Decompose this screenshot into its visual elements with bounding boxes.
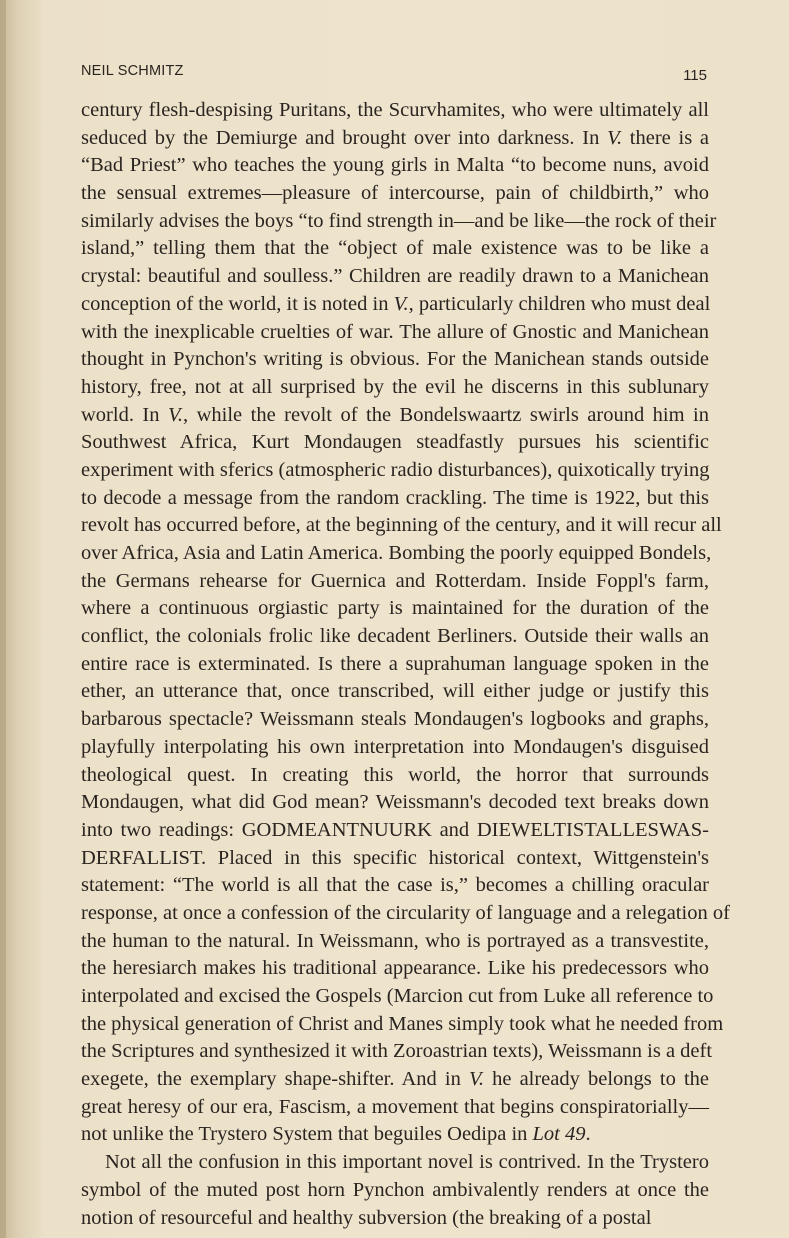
text-run: island,” telling them that the “object of male existence was to be like a <box>81 237 709 260</box>
italic-title: V. <box>167 403 183 426</box>
text-run: Southwest Africa, Kurt Mondaugen steadfastly pursues his scientific <box>81 431 709 454</box>
text-run: , while the revolt of the Bondelswaartz swirls around him in <box>183 403 709 426</box>
text-run: conflict, the colonials frolic like decadent Berliners. Outside their walls an <box>81 625 709 648</box>
text-line <box>81 125 709 153</box>
italic-title: Lot 49 <box>532 1123 586 1146</box>
italic-title: V. <box>468 1068 484 1091</box>
text-run: the sensual extremes—pleasure of intercourse, pain of childbirth,” who <box>81 182 709 205</box>
text-line <box>81 1177 709 1205</box>
text-line <box>81 346 709 374</box>
text-run: revolt has occurred before, at the beginning of the century, and it will recur all <box>81 514 722 537</box>
text-run: playfully interpolating his own interpretation into Mondaugen's disguised <box>81 735 709 758</box>
text-line <box>81 983 714 1011</box>
text-run: DERFALLIST. Placed in this specific historical context, Wittgenstein's <box>81 846 709 869</box>
text-line <box>81 706 709 734</box>
text-line <box>81 955 709 983</box>
text-run: over Africa, Asia and Latin America. Bombing the poorly equipped Bondels, <box>81 542 712 564</box>
text-run: not unlike the Trystero System that beguiles Oedipa in <box>81 1123 533 1146</box>
text-line <box>81 734 709 762</box>
body-text <box>81 97 730 1232</box>
text-line <box>81 374 709 402</box>
text-line <box>81 817 709 845</box>
text-line <box>81 872 709 900</box>
text-run: seduced by the Demiurge and brought over into darkness. In <box>81 126 608 149</box>
text-line <box>81 152 709 180</box>
text-run: where a continuous orgiastic party is maintained for the duration of the <box>81 597 709 620</box>
running-head-author: NEIL SCHMITZ <box>81 63 184 79</box>
text-run: crystal: beautiful and soulless.” Children are readily drawn to a Manichean <box>81 265 709 288</box>
text-run: to decode a message from the random crackling. The time is 1922, but this <box>81 486 709 509</box>
text-run: entire race is exterminated. Is there a suprahuman language spoken in the <box>81 652 709 675</box>
text-line <box>81 762 709 790</box>
text-line <box>81 1066 709 1094</box>
text-run: the human to the natural. In Weissmann, who is portrayed as a transvestite, <box>81 929 709 952</box>
text-run: theological quest. In creating this world, the horror that surrounds <box>81 763 709 786</box>
text-run: he already belongs to the <box>483 1068 709 1091</box>
text-line <box>81 97 709 125</box>
text-line <box>81 623 709 651</box>
text-line <box>81 845 709 873</box>
text-run: response, at once a confession of the circularity of language and a relegation of <box>81 901 730 924</box>
text-line <box>81 402 709 430</box>
page-number: 115 <box>683 67 707 84</box>
italic-title: V. <box>393 292 409 315</box>
text-run: with the inexplicable cruelties of war. The allure of Gnostic and Manichean <box>81 320 709 343</box>
text-run: Mondaugen, what did God mean? Weissmann's decoded text breaks down <box>81 791 709 814</box>
text-run: great heresy of our era, Fascism, a movement that begins conspiratorially— <box>81 1095 709 1118</box>
text-run: thought in Pynchon's writing is obvious. For the Manichean stands outside <box>81 348 709 371</box>
text-run: statement: “The world is all that the case is,” becomes a chilling oracular <box>81 874 709 897</box>
text-line <box>81 457 709 485</box>
text-run: interpolated and excised the Gospels (Marcion cut from Luke all reference to <box>81 985 714 1007</box>
text-run: exegete, the exemplary shape-shifter. And in <box>81 1068 469 1091</box>
text-run: into two readings: GODMEANTNUURK and DIEWELTISTALLESWAS- <box>81 818 709 841</box>
text-line <box>81 568 709 596</box>
italic-title: V. <box>607 126 623 149</box>
text-line <box>81 235 709 263</box>
text-run: world. In <box>81 403 168 426</box>
text-run: the Germans rehearse for Guernica and Rotterdam. Inside Foppl's farm, <box>81 569 709 592</box>
text-run: the Scriptures and synthesized it with Zoroastrian texts), Weissmann is a deft <box>81 1040 713 1063</box>
text-line <box>81 180 709 208</box>
text-run: conception of the world, it is noted in <box>81 292 394 315</box>
text-line <box>81 1094 709 1122</box>
text-run: century flesh-despising Puritans, the Scurvhamites, who were ultimately all <box>81 99 709 121</box>
text-run: similarly advises the boys “to find strength in—and be like—the rock of their <box>81 209 717 232</box>
text-run: the heresiarch makes his traditional appearance. Like his predecessors who <box>81 957 709 980</box>
text-line <box>81 595 709 623</box>
text-run: symbol of the muted post horn Pynchon ambivalently renders at once the <box>81 1178 709 1201</box>
text-line <box>81 928 709 956</box>
text-run: ether, an utterance that, once transcribed, will either judge or justify this <box>81 680 709 703</box>
text-run: “Bad Priest” who teaches the young girls in Malta “to become nuns, avoid <box>81 154 709 177</box>
running-header <box>81 63 707 87</box>
text-line <box>81 1121 709 1149</box>
text-line <box>81 263 709 291</box>
text-run: , particularly children who must deal <box>408 292 711 315</box>
text-run: barbarous spectacle? Weissmann steals Mondaugen's logbooks and graphs, <box>81 708 709 731</box>
text-line <box>81 1038 713 1066</box>
text-line <box>81 1149 709 1177</box>
text-run: notion of resourceful and healthy subversion (the breaking of a postal <box>81 1206 652 1229</box>
text-line <box>81 291 709 319</box>
text-line <box>81 900 730 928</box>
text-line <box>81 1205 709 1233</box>
text-run: the physical generation of Christ and Manes simply took what he needed from <box>81 1012 724 1035</box>
text-run: history, free, not at all surprised by the evil he discerns in this sublunary <box>81 375 709 398</box>
page-gutter-shadow <box>0 0 6 1238</box>
text-line <box>81 429 709 457</box>
text-line <box>81 319 709 347</box>
text-line <box>81 540 712 568</box>
text-run: experiment with sferics (atmospheric radio disturbances), quixotically trying <box>81 458 710 481</box>
text-line <box>81 208 717 236</box>
text-line <box>81 678 709 706</box>
text-line <box>81 485 709 513</box>
text-run: . <box>585 1123 591 1146</box>
text-line <box>81 1011 724 1039</box>
text-line <box>81 789 709 817</box>
text-run: Not all the confusion in this important novel is contrived. In the Trystero <box>105 1151 709 1174</box>
text-line <box>81 651 709 679</box>
text-run: there is a <box>622 126 709 149</box>
text-line <box>81 512 722 540</box>
